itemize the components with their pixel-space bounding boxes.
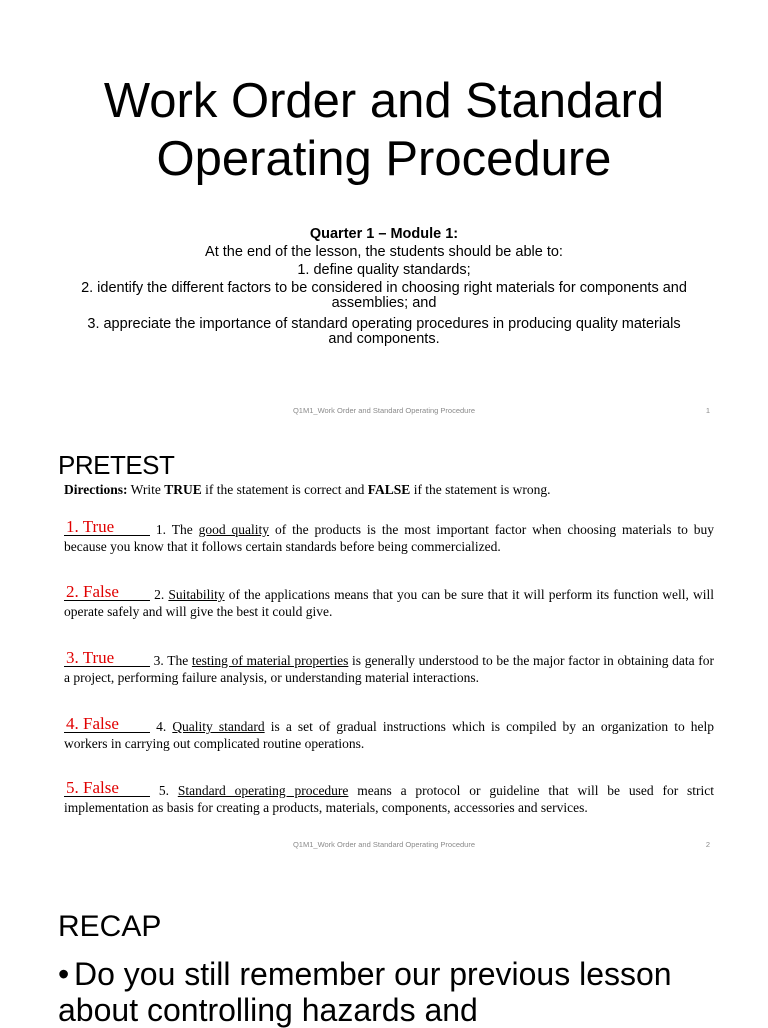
question-item <box>64 517 715 555</box>
slide-1 <box>0 0 768 432</box>
question-number: 1. <box>155 522 167 537</box>
intro-text: At the end of the lesson, the students should be able to: <box>205 244 563 260</box>
objective-3: 3. appreciate the importance of standard operating procedures in producing quality materials and components. <box>87 316 681 347</box>
underlined-term: Quality standard <box>172 719 265 734</box>
question-number: 2. <box>154 587 165 602</box>
question-item <box>64 778 715 816</box>
slide-footer: Q1M1_Work Order and Standard Operating Procedure <box>292 840 476 849</box>
question-text: of the products is the most important factor when choosing materials to buy because you know that it follows certain standards before being commercialized. <box>64 522 715 554</box>
question-item <box>64 582 715 620</box>
answer-blank: 4. False <box>64 715 150 733</box>
true-keyword: TRUE <box>164 482 202 497</box>
underlined-term: Suitability <box>168 587 225 602</box>
directions <box>64 482 714 498</box>
answer-blank: 3. True <box>64 649 150 667</box>
slide-3 <box>0 864 768 1028</box>
question-text: The <box>167 653 189 668</box>
question-item <box>64 648 715 686</box>
bullet-icon: • <box>58 956 70 992</box>
slide-2 <box>0 432 768 864</box>
title-line-2: Operating Procedure <box>156 132 612 186</box>
underlined-term: Standard operating procedure <box>177 783 349 798</box>
question-number: 3. <box>153 653 164 668</box>
slide-footer: Q1M1_Work Order and Standard Operating Procedure <box>292 406 476 415</box>
objectives-block <box>80 226 688 347</box>
recap-title: RECAP <box>58 910 162 943</box>
recap-bullet <box>58 956 738 1028</box>
answer-blank: 5. False <box>64 779 150 797</box>
question-number: 5. <box>158 783 169 798</box>
slide-title <box>0 72 768 188</box>
recap-text: Do you still remember our previous lesson about controlling hazards and <box>58 956 672 1028</box>
question-text: is a set of gradual instructions which is compiled by an organization to help workers in carrying out complicated routine operations. <box>64 719 715 751</box>
question-item <box>64 714 715 752</box>
question-number: 4. <box>156 719 167 734</box>
title-line-1: Work Order and Standard <box>103 74 665 128</box>
question-text: of the applications means that you can be sure that it will perform its function well, will operate safely and will give the best it could give. <box>64 587 715 619</box>
objective-2: 2. identify the different factors to be considered in choosing right materials for components and assemblies; and <box>81 280 687 311</box>
pretest-title: PRETEST <box>58 450 175 480</box>
question-text: The <box>171 522 193 537</box>
page-number: 1 <box>705 406 710 415</box>
question-text: means a protocol or guideline that will be used for strict implementation as basis for creating a products, materials, components, accessories and services. <box>64 783 715 815</box>
directions-text: Write <box>130 482 161 497</box>
false-keyword: FALSE <box>367 482 411 497</box>
question-text: is generally understood to be the major factor in obtaining data for a project, performing failure analysis, or understanding material interactions. <box>64 653 715 685</box>
answer-blank: 2. False <box>64 583 150 601</box>
directions-label: Directions: <box>64 482 128 497</box>
answer-blank: 1. True <box>64 518 150 536</box>
module-heading: Quarter 1 – Module 1: <box>309 226 459 242</box>
underlined-term: testing of material properties <box>191 653 349 668</box>
directions-text: if the statement is correct and <box>205 482 365 497</box>
objective-1: 1. define quality standards; <box>297 262 471 278</box>
directions-text: if the statement is wrong. <box>413 482 551 497</box>
page-number: 2 <box>705 840 710 849</box>
underlined-term: good quality <box>198 522 270 537</box>
